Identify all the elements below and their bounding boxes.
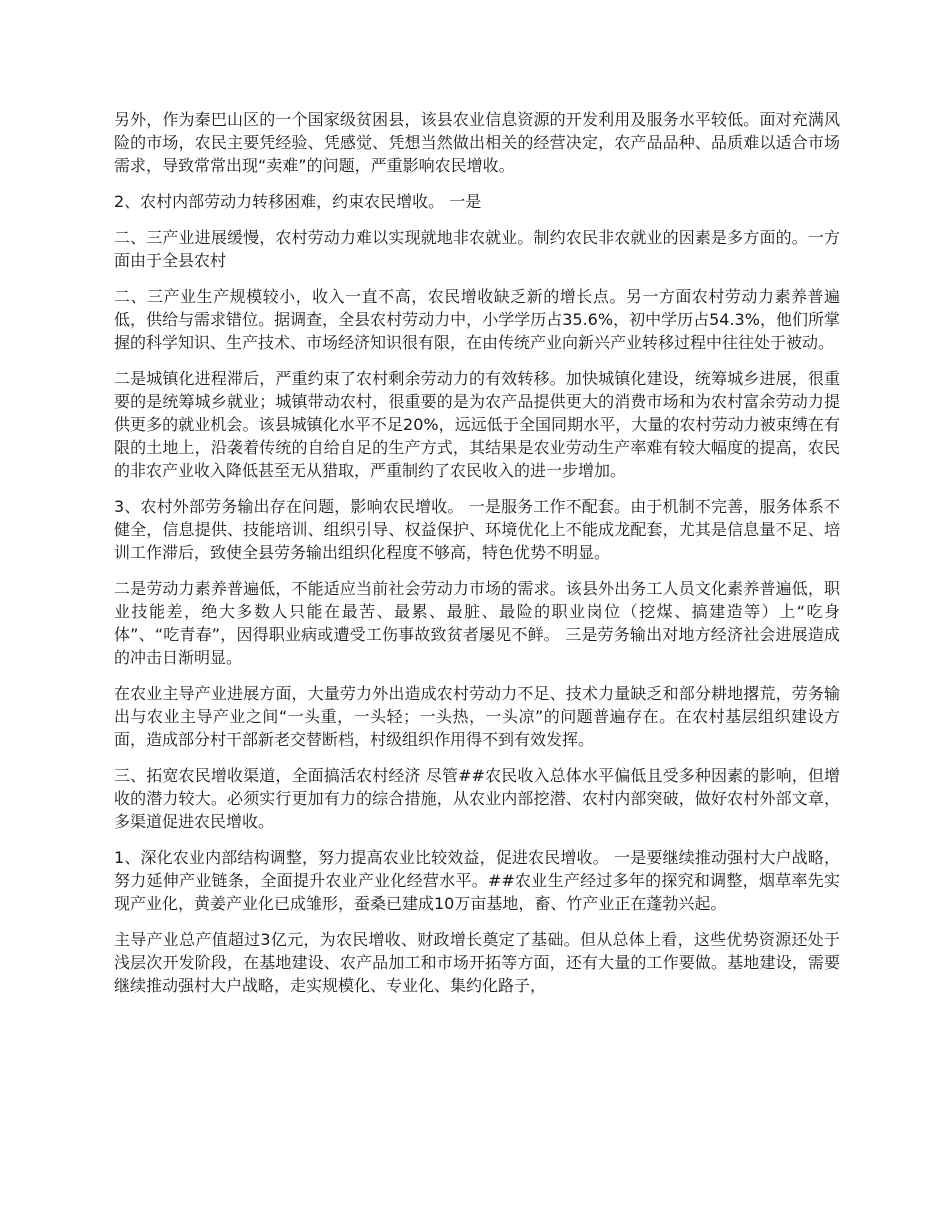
- paragraph-8: 在农业主导产业进展方面，大量劳力外出造成农村劳动力不足、技术力量缺乏和部分耕地撂荒，劳务输出与农业主导产业之间“一头重，一头轻；一头热，一头凉”的问题普遍存在。在农村基层组织建设方面，造成部分村干部新老交替断档，村级组织作用得不到有效发挥。: [114, 684, 840, 749]
- paragraph-6: 3、农村外部劳务输出存在问题，影响农民增收。 一是服务工作不配套。由于机制不完善，服务体系不健全，信息提供、技能培训、组织引导、权益保护、环境优化上不能成龙配套，尤其是信息量不足、培训工作滞后，致使全县劳务输出组织化程度不够高，特色优势不明显。: [114, 497, 840, 562]
- paragraph-9: 三、拓宽农民增收渠道，全面搞活农村经济 尽管##农民收入总体水平偏低且受多种因素的影响，但增收的潜力较大。必须实行更加有力的综合措施，从农业内部挖潜、农村内部突破，做好农村外部文章，多渠道促进农民增收。: [114, 766, 840, 831]
- document-body: [114, 108, 840, 1010]
- paragraph-7: 二是劳动力素养普遍低，不能适应当前社会劳动力市场的需求。该县外出务工人员文化素养普遍低，职业技能差，绝大多数人只能在最苦、最累、最脏、最险的职业岗位（挖煤、搞建造等）上“吃身体”、“吃青春”，因得职业病或遭受工伤事故致贫者屡见不鲜。 三是劳务输出对地方经济社会进展造成的冲击日渐明显。: [114, 579, 840, 667]
- paragraph-3: 二、三产业进展缓慢，农村劳动力难以实现就地非农就业。制约农民非农就业的因素是多方面的。一方面由于全县农村: [114, 228, 840, 270]
- paragraph-2: 2、农村内部劳动力转移困难，约束农民增收。 一是: [114, 192, 482, 211]
- paragraph-10: 1、深化农业内部结构调整，努力提高农业比较效益，促进农民增收。 一是要继续推动强村大户战略，努力延伸产业链条，全面提升农业产业化经营水平。##农业生产经过多年的探究和调整，烟草率先实现产业化，黄姜产业化已成雏形，蚕桑已建成10万亩基地，畜、竹产业正在蓬勃兴起。: [114, 848, 840, 913]
- paragraph-1: 另外，作为秦巴山区的一个国家级贫困县，该县农业信息资源的开发利用及服务水平较低。面对充满风险的市场，农民主要凭经验、凭感觉、凭想当然做出相关的经营决定，农产品品种、品质难以适合市场需求，导致常常出现“卖难”的问题，严重影响农民增收。: [114, 110, 840, 175]
- paragraph-5: 二是城镇化进程滞后，严重约束了农村剩余劳动力的有效转移。加快城镇化建设，统筹城乡进展，很重要的是统筹城乡就业；城镇带动农村，很重要的是为农产品提供更大的消费市场和为农村富余劳动力提供更多的就业机会。该县城镇化水平不足20%，远远低于全国同期水平，大量的农村劳动力被束缚在有限的土地上，沿袭着传统的自给自足的生产方式，其结果是农业劳动生产率难有较大幅度的提高，农民的非农产业收入降低甚至无从猎取，严重制约了农民收入的进一步增加。: [114, 369, 840, 480]
- paragraph-4: 二、三产业生产规模较小，收入一直不高，农民增收缺乏新的增长点。另一方面农村劳动力素养普遍低，供给与需求错位。据调查，全县农村劳动力中，小学学历占35.6%，初中学历占54.3%，他们所掌握的科学知识、生产技术、市场经济知识很有限，在由传统产业向新兴产业转移过程中往往处于被动。: [114, 287, 840, 352]
- paragraph-11: 主导产业总产值超过3亿元，为农民增收、财政增长奠定了基础。但从总体上看，这些优势资源还处于浅层次开发阶段，在基地建设、农产品加工和市场开拓等方面，还有大量的工作要做。基地建设，需要继续推动强村大户战略，走实规模化、专业化、集约化路子，: [114, 930, 840, 995]
